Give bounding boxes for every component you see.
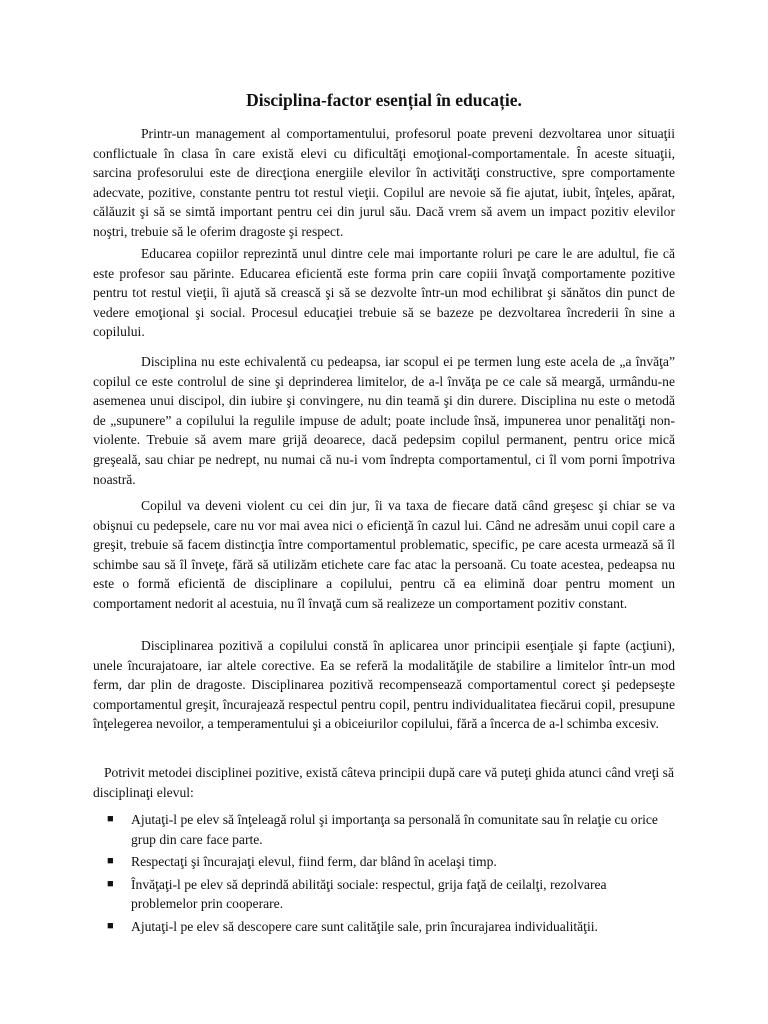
list-item-text: Învăţaţi-l pe elev să deprindă abilităţi sociale: respectul, grija faţă de ceilalţi, rezolvarea problemelor prin cooperare. xyxy=(131,876,607,912)
paragraph-1: Printr-un management al comportamentului, profesorul poate preveni dezvoltarea unor situaţii conflictuale în clasa în care există elevi cu dificultăţi emoţional-comportamentale. În aceste situaţii, sarcina profesorului este de direcţiona energiile elevilor în activităţi constructive, spre comportamente adecvate, pozitive, constante pentru tot restul vieţii. Copilul are nevoie să fie ajutat, iubit, înţeles, apărat, călăuzit şi să se simtă important pentru cei din jurul său. Dacă vrem să avem un impact pozitiv elevilor noştri, trebuie să le oferim dragoste şi respect. xyxy=(93,126,675,239)
list-item xyxy=(93,810,675,849)
paragraph-6: Potrivit metodei disciplinei pozitive, există câteva principii după care vă puteţi ghida atunci când vreţi să disciplinaţi elevul: xyxy=(93,765,674,800)
list-item-text: Ajutaţi-l pe elev să înţeleagă rolul şi importanţa sa personală în comunitate sau în relaţie cu orice grup din care face parte. xyxy=(131,812,658,847)
paragraph-3: Disciplina nu este echivalentă cu pedeapsa, iar scopul ei pe termen lung este acela de „a învăţa” copilul ce este controlul de sine şi deprinderea limitelor, de a-l învăţa pe ce cale să meargă, urmându-ne asemenea unui discipol, din iubire şi convingere, nu din teamă şi din durere. Disciplina nu este o metodă de „supunere” a copilului la regulile impuse de adult; poate include însă, impunerea unor penalităţi non-violente. Trebuie să avem mare grijă deoarece, dacă pedepsim copilul permanent, pentru orice mică greşeală, sau chiar pe nedrept, nu numai că nu-i vom îndrepta comportamentul, ci îl vom porni împotriva noastră. xyxy=(93,354,675,487)
square-bullet-icon: ■ xyxy=(107,877,114,890)
list-item-text: Ajutaţi-l pe elev să descopere care sunt calităţile sale, prin încurajarea individualităţii. xyxy=(131,918,598,934)
paragraph-5: Disciplinarea pozitivă a copilului constă în aplicarea unor principii esenţiale şi fapte (acţiuni), unele încurajatoare, iar altele corective. Ea se referă la modalităţile de stabilire a limitelor într-un mod ferm, dar plin de dragoste. Disciplinarea pozitivă recompensează comportamentul corect şi pedepseşte comportamentul greşit, încurajează respectul pentru copil, pentru individualitatea fiecărui copil, presupune înţelegerea nevoilor, a temperamentului şi a obiceiurilor copilului, fără a încerca de a-l schimba excesiv. xyxy=(93,638,675,732)
principles-list xyxy=(93,810,675,940)
paragraph-4: Copilul va deveni violent cu cei din jur, îi va taxa de fiecare dată când greşesc şi chiar se va obişnui cu pedepsele, care nu vor mai avea nici o eficienţă în cazul lui. Când ne adresăm unui copil care a greşit, trebuie să facem distincţia între comportamentul problematic, specific, pe care acesta urmează să îl schimbe sau să îl înveţe, fără să utilizăm etichete care fac atac la persoană. Cu toate acestea, pedeapsa nu este o formă eficientă de disciplinare a copilului, pentru că ea elimină doar pentru moment un comportament nedorit al acestuia, nu îl învaţă cum să realizeze un comportament pozitiv constant. xyxy=(93,498,675,611)
square-bullet-icon: ■ xyxy=(107,813,114,825)
list-item xyxy=(93,875,675,914)
list-item xyxy=(93,852,675,872)
list-item-text: Respectaţi şi încurajaţi elevul, fiind ferm, dar blând în acelaşi timp. xyxy=(131,854,497,870)
square-bullet-icon: ■ xyxy=(107,919,114,932)
document-title: Disciplina-factor esențial în educație. xyxy=(246,90,522,110)
paragraph-2: Educarea copiilor reprezintă unul dintre cele mai importante roluri pe care le are adultul, fie că este profesor sau părinte. Educarea eficientă este forma prin care copiii învaţă comportamente pozitive pentru tot restul vieţii, îi ajută să crească şi să se dezvolte într-un mod echilibrat şi sănătos din punct de vedere emoţional şi social. Procesul educaţiei trebuie să se bazeze pe dezvoltarea încrederii în sine a copilului. xyxy=(93,246,675,340)
square-bullet-icon: ■ xyxy=(107,855,114,868)
list-item xyxy=(93,917,675,937)
